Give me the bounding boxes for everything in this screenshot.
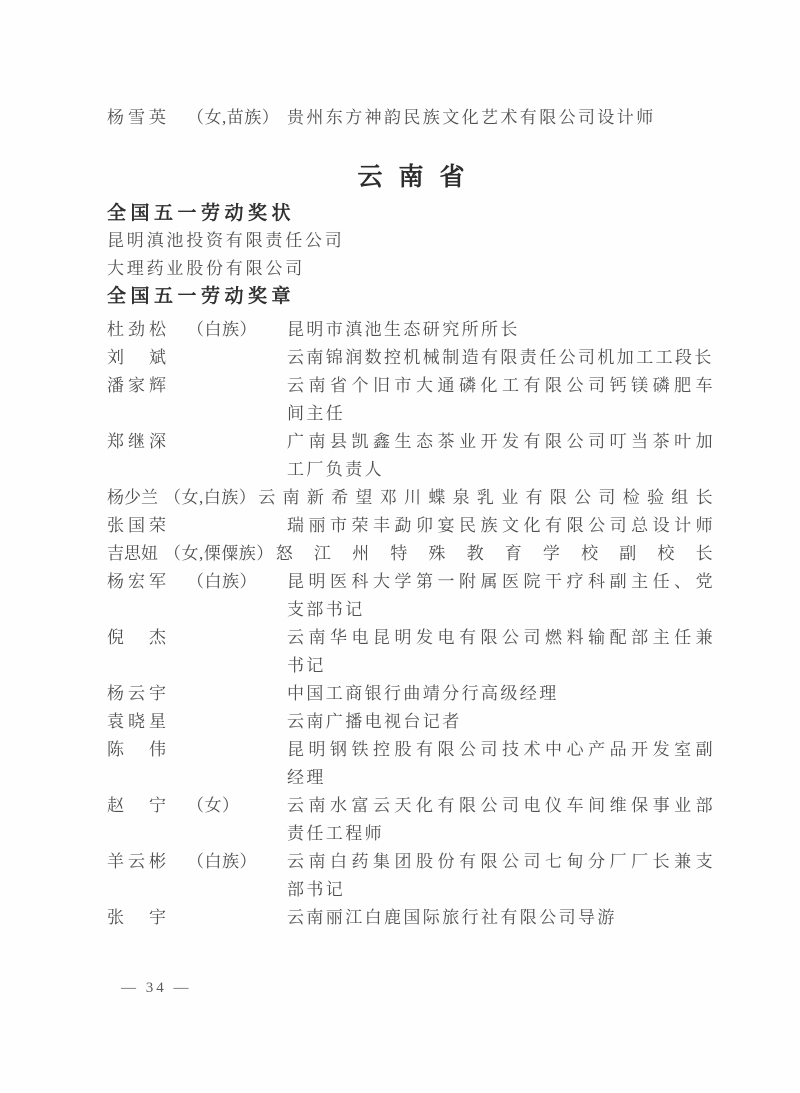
recipient-position: 云南丽江白鹿国际旅行社有限公司导游 bbox=[287, 908, 617, 927]
recipient-name: 赵 宁 bbox=[107, 796, 170, 815]
recipient-name: 吉思妞 bbox=[107, 544, 158, 563]
organization-item: 大理药业股份有限公司 bbox=[107, 259, 305, 278]
recipient-position: 贵州东方神韵民族文化艺术有限公司设计师 bbox=[287, 108, 656, 127]
recipient-name: 杨云宇 bbox=[107, 684, 170, 703]
award-entry bbox=[107, 344, 715, 372]
recipient-name: 张国荣 bbox=[107, 516, 170, 535]
award-entry bbox=[107, 316, 715, 344]
recipient-ethnicity: （女,苗族） bbox=[187, 108, 280, 127]
section-title-certificate: 全国五一劳动奖状 bbox=[107, 203, 296, 224]
award-entry bbox=[107, 848, 715, 904]
recipient-name: 杨少兰 bbox=[107, 488, 158, 507]
recipient-name: 陈 伟 bbox=[107, 740, 170, 759]
award-entry bbox=[107, 540, 715, 568]
recipient-position: 云南华电昆明发电有限公司燃料输配部主任兼 书记 bbox=[287, 628, 715, 675]
recipient-position: 中国工商银行曲靖分行高级经理 bbox=[287, 684, 559, 703]
recipient-name: 张 宇 bbox=[107, 908, 170, 927]
recipient-ethnicity: （白族） bbox=[187, 572, 257, 591]
award-entry bbox=[107, 904, 715, 932]
recipient-name: 袁晓星 bbox=[107, 712, 170, 731]
award-entry bbox=[107, 736, 715, 792]
recipient-position: 怒江州特殊教育学校副校长 bbox=[275, 544, 715, 563]
province-heading: 云南省 bbox=[357, 164, 481, 191]
award-entry-list bbox=[107, 316, 715, 932]
recipient-ethnicity: （女,傈僳族） bbox=[164, 544, 274, 563]
recipient-position: 云南白药集团股份有限公司七甸分厂厂长兼支 部书记 bbox=[287, 852, 715, 899]
award-entry bbox=[107, 568, 715, 624]
recipient-name: 郑继深 bbox=[107, 432, 170, 451]
recipient-position: 昆明钢铁控股有限公司技术中心产品开发室副 经理 bbox=[287, 740, 715, 787]
recipient-ethnicity: （白族） bbox=[187, 320, 257, 339]
award-entry bbox=[107, 372, 715, 428]
recipient-position: 云南广播电视台记者 bbox=[287, 712, 462, 731]
award-entry-top bbox=[107, 104, 715, 132]
organization-item: 昆明滇池投资有限责任公司 bbox=[107, 231, 345, 250]
page-number: — 34 — bbox=[121, 980, 192, 996]
recipient-name: 潘家辉 bbox=[107, 376, 170, 395]
recipient-ethnicity: （女,白族） bbox=[164, 488, 257, 507]
recipient-position: 云南锦润数控机械制造有限责任公司机加工工段长 bbox=[287, 348, 714, 367]
award-entry bbox=[107, 680, 715, 708]
recipient-position: 云南省个旧市大通磷化工有限公司钙镁磷肥车 间主任 bbox=[287, 376, 715, 423]
recipient-name: 杨宏军 bbox=[107, 572, 170, 591]
award-entry bbox=[107, 708, 715, 736]
recipient-ethnicity: （女） bbox=[187, 796, 240, 815]
recipient-name: 杜劲松 bbox=[107, 320, 170, 339]
award-entry bbox=[107, 512, 715, 540]
recipient-position: 云南新希望邓川蝶泉乳业有限公司检验组长 bbox=[258, 488, 715, 507]
award-entry bbox=[107, 428, 715, 484]
recipient-position: 广南县凯鑫生态茶业开发有限公司叮当茶叶加 工厂负责人 bbox=[287, 432, 715, 479]
recipient-name: 刘 斌 bbox=[107, 348, 170, 367]
recipient-position: 昆明医科大学第一附属医院干疗科副主任、党 支部书记 bbox=[287, 572, 715, 619]
award-entry bbox=[107, 624, 715, 680]
award-entry bbox=[107, 792, 715, 848]
section-title-medal: 全国五一劳动奖章 bbox=[107, 286, 296, 307]
recipient-position: 云南水富云天化有限公司电仪车间维保事业部 责任工程师 bbox=[287, 796, 715, 843]
award-entry bbox=[107, 484, 715, 512]
recipient-ethnicity: （白族） bbox=[187, 852, 257, 871]
recipient-name: 杨雪英 bbox=[107, 108, 170, 127]
recipient-position: 瑞丽市荣丰勐卯宴民族文化有限公司总设计师 bbox=[287, 516, 715, 535]
recipient-name: 羊云彬 bbox=[107, 852, 170, 871]
recipient-position: 昆明市滇池生态研究所所长 bbox=[287, 320, 520, 339]
recipient-name: 倪 杰 bbox=[107, 628, 170, 647]
